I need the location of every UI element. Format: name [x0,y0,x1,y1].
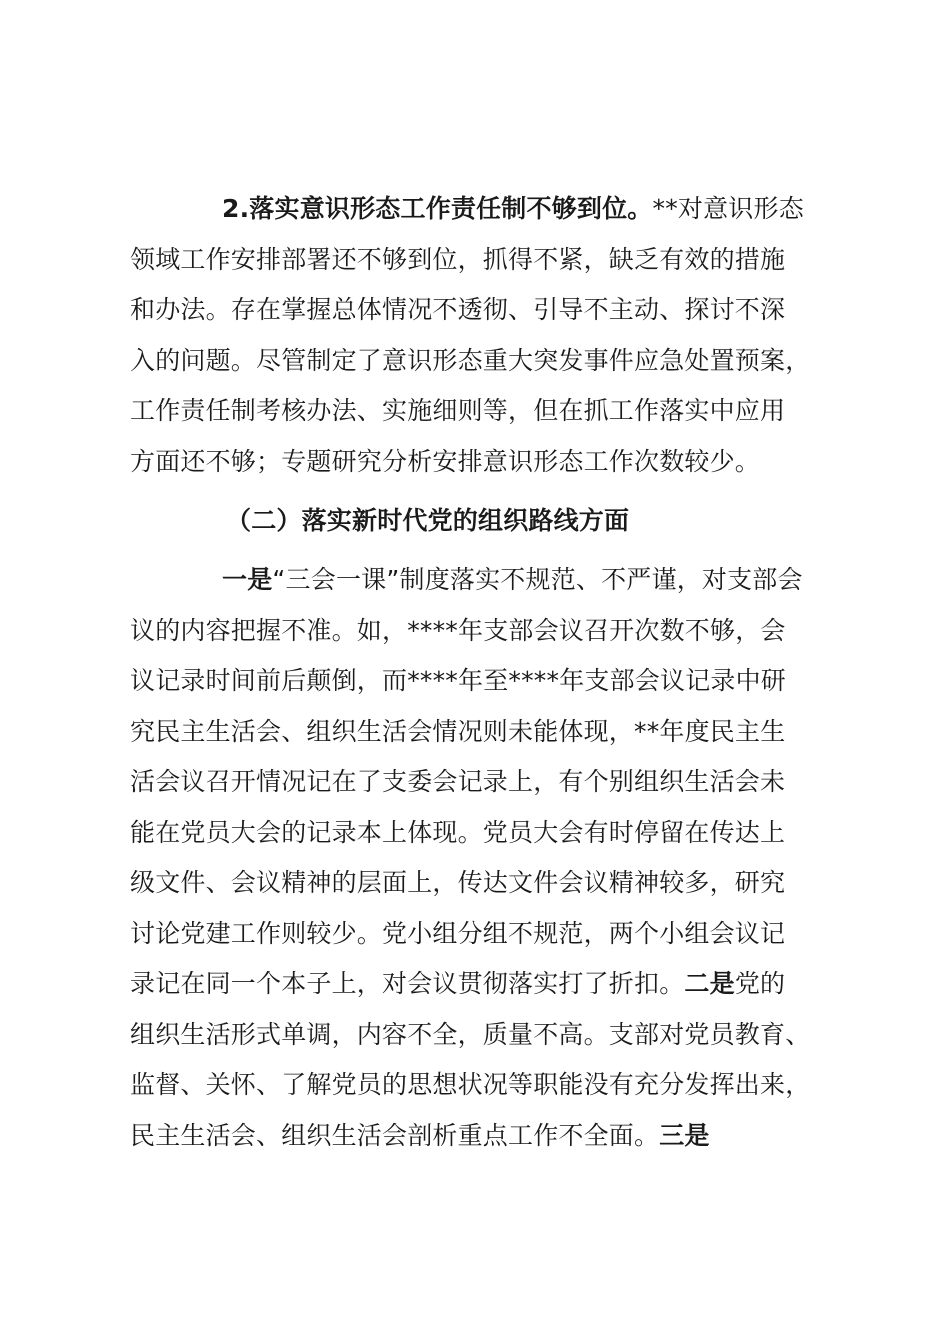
paragraph-line: 监督、关怀、了解党员的思想状况等职能没有充分发挥出来， [130,1070,811,1099]
paragraph-responsibility-system [130,184,820,487]
paragraph-line: 领域工作安排部署还不够到位，抓得不紧，缺乏有效的措施 [130,244,786,274]
paragraph-line: 讨论党建工作则较少。党小组分组不规范，两个小组会议记 [130,918,786,948]
paragraph-text: **对意识形态 [652,194,804,223]
paragraph-line [130,555,820,606]
paragraph-line: 活会议召开情况记在了支委会记录上，有个别组织生活会未 [130,767,786,796]
paragraph-line: 究民主生活会、组织生活会情况则未能体现，**年度民主生 [130,716,786,746]
paragraph-lead-heading: 2.落实意识形态工作责任制不够到位。 [222,194,653,223]
paragraph-line: 组织生活形式单调，内容不全，质量不高。支部对党员教育、 [130,1019,811,1049]
point-marker-three: 三是 [659,1120,710,1150]
paragraph-line: 方面还不够；专题研究分析安排意识形态工作次数较少。 [130,446,761,476]
paragraph-text: 党的 [734,969,786,998]
section-heading-text: （二）落实新时代党的组织路线方面 [226,506,630,535]
paragraph-line: 入的问题。尽管制定了意识形态重大突发事件应急处置预案， [130,345,811,375]
paragraph-text: 民主生活会、组织生活会剖析重点工作不全面。 [130,1120,660,1150]
paragraph-line [130,184,820,235]
paragraph-text: 录记在同一个本子上，对会议贯彻落实打了折扣。 [130,969,685,998]
section-heading [130,496,820,547]
paragraph-line [130,959,820,1010]
paragraph-line: 工作责任制考核办法、实施细则等，但在抓工作落实中应用 [130,396,786,425]
paragraph-text: “三会一课”制度落实不规范、不严谨，对支部会 [272,565,803,594]
paragraph-line: 议记录时间前后颠倒，而****年至****年支部会议记录中研 [130,666,787,695]
point-marker-one: 一是 [222,565,273,594]
point-marker-two: 二是 [684,969,735,998]
paragraph-organization-line [130,555,820,1161]
paragraph-line [130,1111,820,1162]
paragraph-line: 级文件、会议精神的层面上，传达文件会议精神较多，研究 [130,868,786,897]
paragraph-line: 议的内容把握不准。如，****年支部会议召开次数不够，会 [130,615,786,645]
paragraph-line: 和办法。存在掌握总体情况不透彻、引导不主动、探讨不深 [130,295,786,324]
paragraph-line: 能在党员大会的记录本上体现。党员大会有时停留在传达上 [130,817,786,847]
